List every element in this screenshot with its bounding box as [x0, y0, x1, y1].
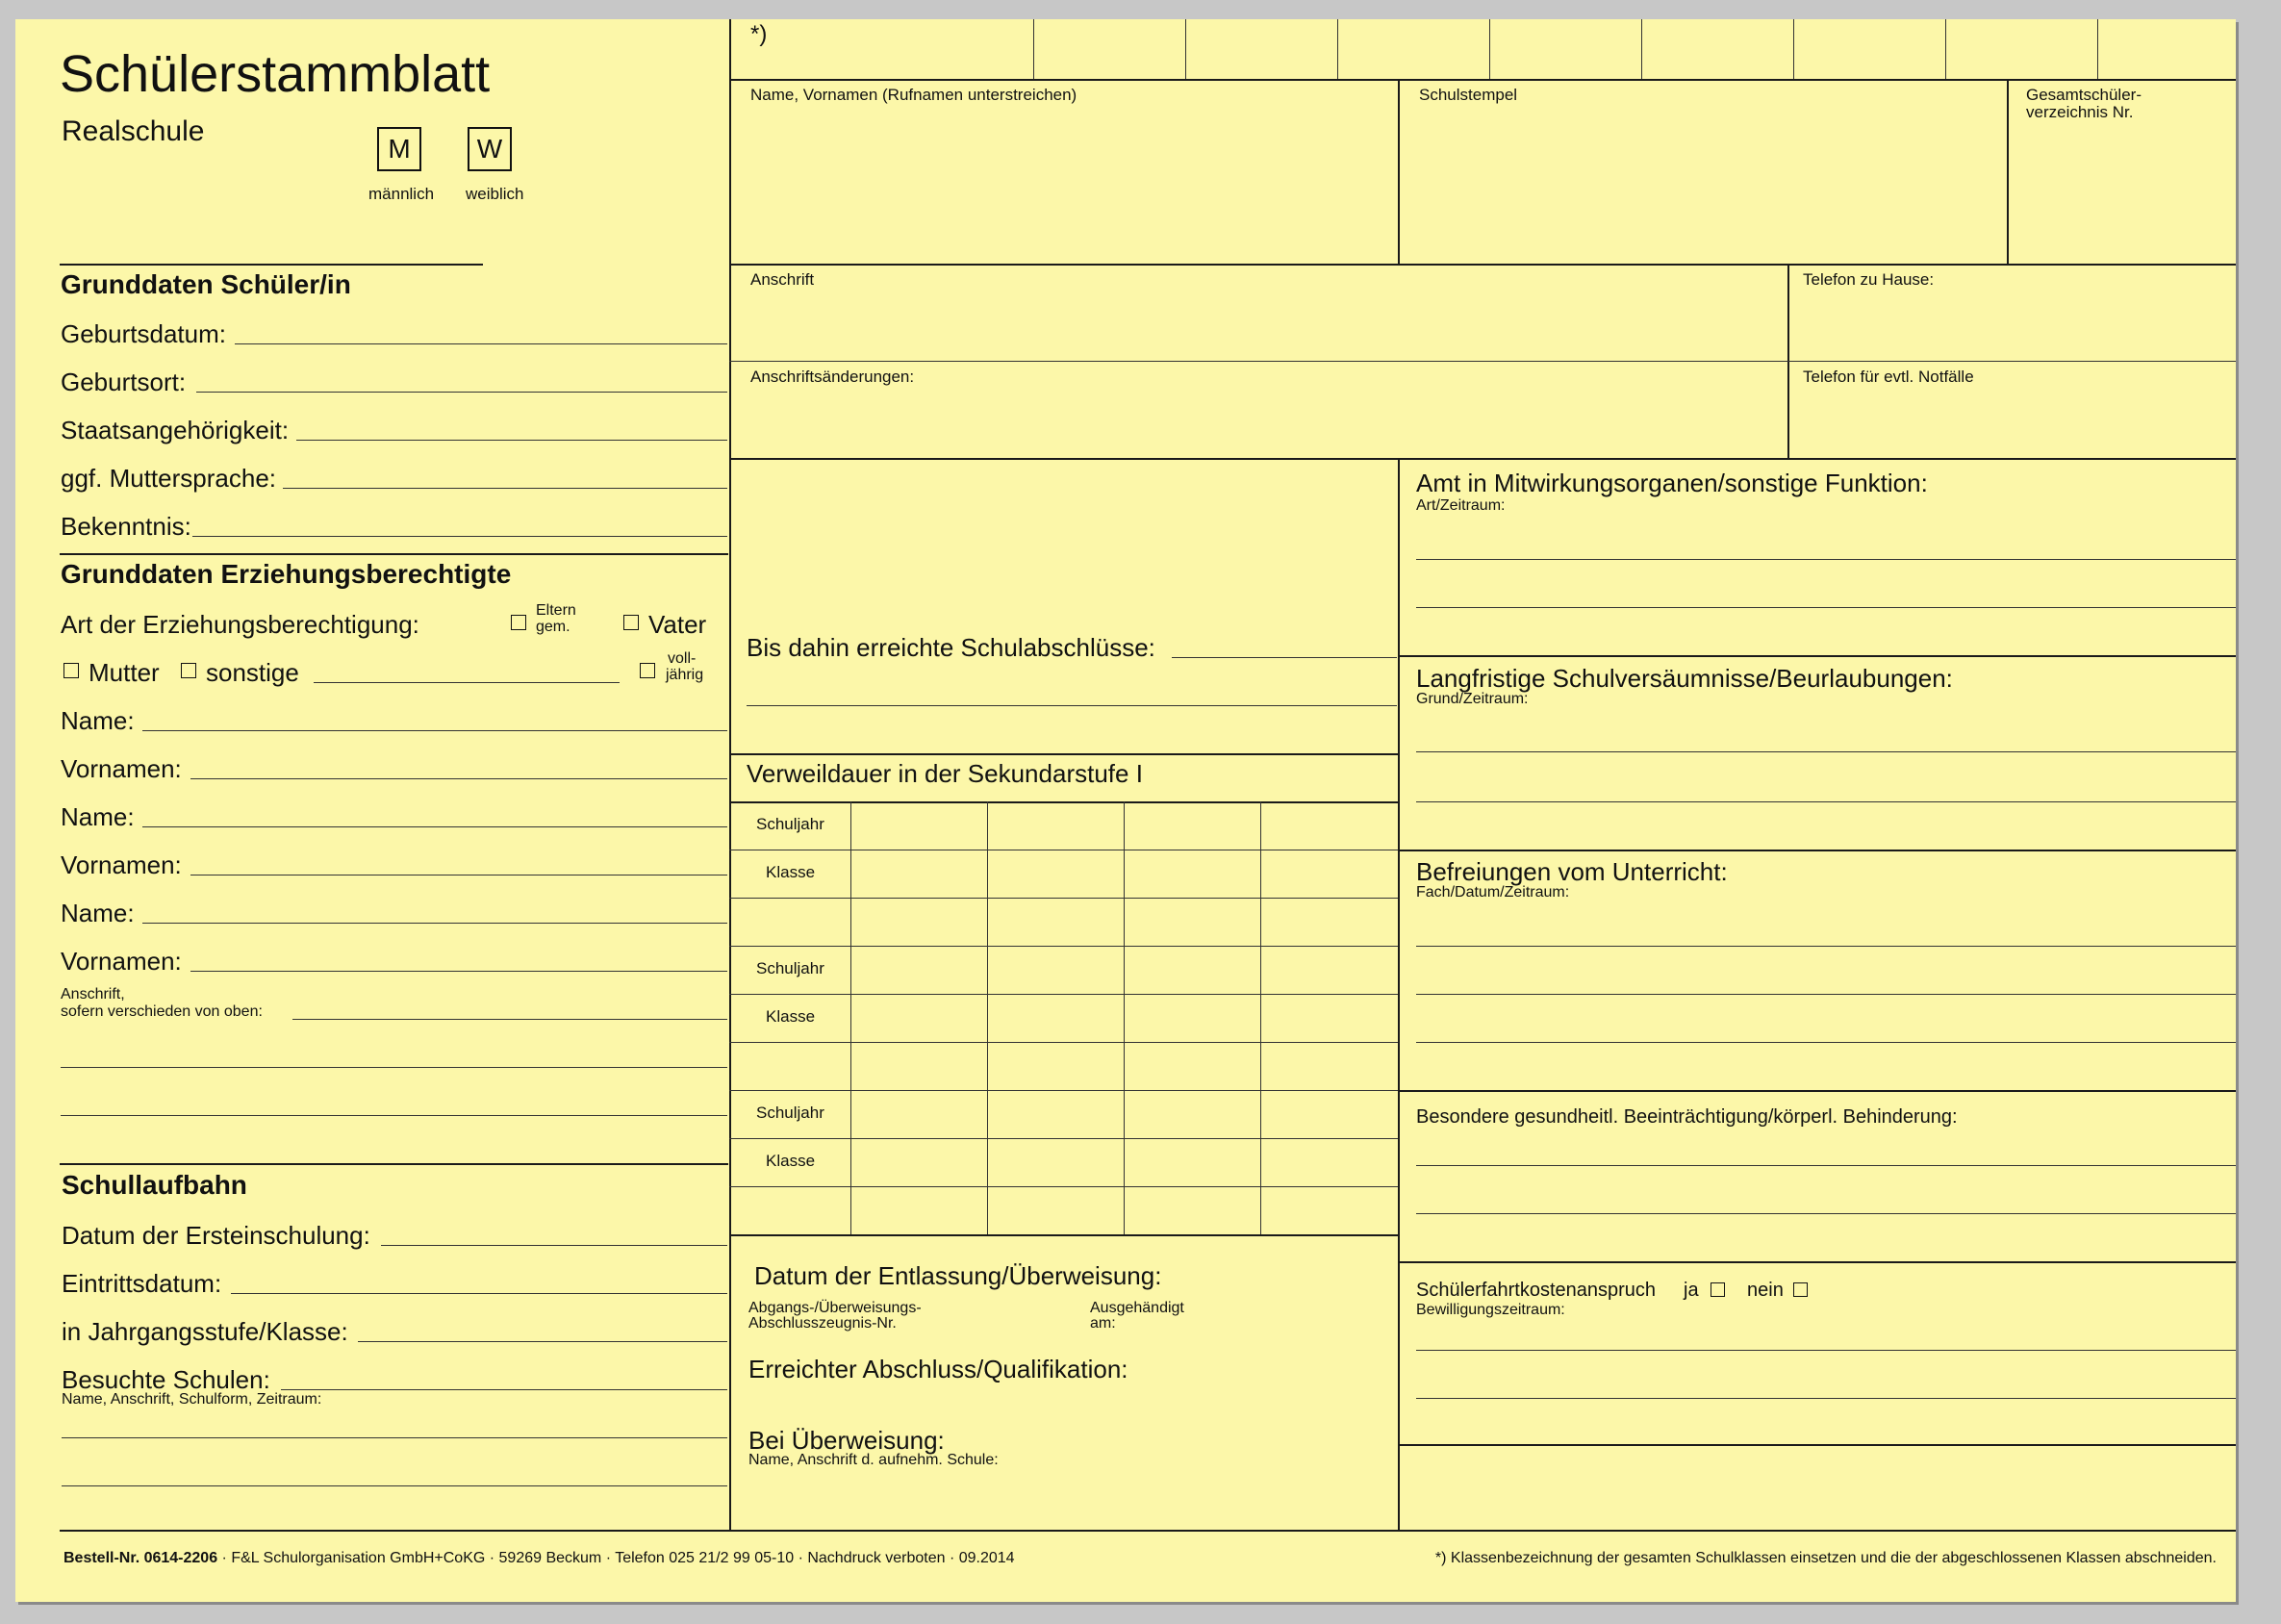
- class-label-1: Klasse: [766, 863, 816, 881]
- grid-line: [729, 1090, 1398, 1091]
- schools-label: Besuchte Schulen:: [62, 1365, 270, 1394]
- divider: [729, 79, 2236, 81]
- guardian-first-2-label: Vornamen:: [61, 850, 182, 879]
- guardian-first-1-label: Vornamen:: [61, 754, 182, 783]
- adult-label-1: voll-: [668, 650, 697, 667]
- parents-label-2: gem.: [536, 619, 570, 635]
- father-label: Vater: [648, 610, 707, 639]
- transfer-sublabel: Name, Anschrift d. aufnehm. Schule:: [748, 1452, 999, 1468]
- guardian-first-3-field[interactable]: [190, 971, 727, 972]
- school-stamp-label: Schulstempel: [1419, 86, 1518, 104]
- divider: [1398, 79, 1400, 265]
- address-label: Anschrift: [750, 270, 815, 289]
- exemption-sublabel: Fach/Datum/Zeitraum:: [1416, 884, 1570, 901]
- class-cell[interactable]: [2097, 19, 2098, 79]
- divider: [729, 264, 2236, 266]
- guardian-name-3-field[interactable]: [142, 923, 727, 924]
- career-heading: Schullaufbahn: [62, 1170, 247, 1200]
- column-divider: [729, 19, 731, 1530]
- nationality-label: Staatsangehörigkeit:: [61, 416, 290, 444]
- guardian-type-label: Art der Erziehungsberechtigung:: [61, 610, 419, 639]
- guardian-first-3-label: Vornamen:: [61, 947, 182, 976]
- exemption-line-2[interactable]: [1416, 994, 2236, 995]
- absence-label: Langfristige Schulversäumnisse/Beurlaubungen:: [1416, 664, 1953, 693]
- class-cell[interactable]: [1033, 19, 1034, 79]
- divider: [729, 1234, 1398, 1236]
- class-cell[interactable]: [1185, 19, 1186, 79]
- grid-line: [1260, 801, 1261, 1234]
- divider: [1398, 1090, 2236, 1092]
- adult-label-2: jährig: [666, 667, 704, 683]
- mother-tongue-label: ggf. Muttersprache:: [61, 464, 276, 493]
- guardian-name-3-label: Name:: [61, 899, 135, 927]
- footer-divider: [60, 1530, 2236, 1532]
- office-sublabel: Art/Zeitraum:: [1416, 497, 1506, 514]
- student-basic-heading: Grunddaten Schüler/in: [61, 269, 351, 299]
- schools-sublabel: Name, Anschrift, Schulform, Zeitraum:: [62, 1391, 322, 1408]
- phone-emergency-label: Telefon für evtl. Notfälle: [1803, 368, 1974, 386]
- parents-checkbox[interactable]: [511, 615, 526, 630]
- transport-yes-label: ja: [1684, 1280, 1699, 1301]
- handed-out-label-2: am:: [1090, 1315, 1116, 1332]
- divider: [729, 753, 1398, 755]
- female-box[interactable]: W: [468, 127, 512, 171]
- divider: [60, 1163, 728, 1165]
- health-line-1[interactable]: [1416, 1165, 2236, 1166]
- degrees-line-2[interactable]: [747, 705, 1397, 706]
- guardian-address-line-3[interactable]: [61, 1115, 727, 1116]
- degrees-field[interactable]: [1172, 657, 1397, 658]
- female-label: weiblich: [466, 185, 524, 203]
- grid-line: [1124, 801, 1125, 1234]
- office-label: Amt in Mitwirkungsorganen/sonstige Funktion:: [1416, 469, 1928, 497]
- absence-line-2[interactable]: [1416, 801, 2236, 802]
- phone-home-label: Telefon zu Hause:: [1803, 270, 1935, 289]
- father-checkbox[interactable]: [623, 615, 639, 630]
- religion-field[interactable]: [192, 536, 727, 537]
- footer-imprint: [63, 1551, 1015, 1566]
- other-label: sonstige: [206, 658, 299, 687]
- male-box[interactable]: M: [377, 127, 421, 171]
- adult-checkbox[interactable]: [640, 663, 655, 678]
- divider: [729, 361, 2236, 362]
- register-no-label: Gesamtschüler- verzeichnis Nr.: [2026, 86, 2142, 121]
- publisher-info: · F&L Schulorganisation GmbH+CoKG · 59269 Beckum · Telefon 025 21/2 99 05-10 · Nachdruck verboten · 09.2014: [217, 1550, 1015, 1566]
- exemption-label: Befreiungen vom Unterricht:: [1416, 857, 1728, 886]
- name-field-label: Name, Vornamen (Rufnamen unterstreichen): [750, 86, 1077, 104]
- address-changes-label: Anschriftsänderungen:: [750, 368, 915, 386]
- degrees-label: Bis dahin erreichte Schulabschlüsse:: [747, 633, 1155, 662]
- health-label: Besondere gesundheitl. Beeinträchtigung/körperl. Behinderung:: [1416, 1106, 1958, 1128]
- grid-line: [729, 1138, 1398, 1139]
- first-enrollment-label: Datum der Ersteinschulung:: [62, 1221, 370, 1250]
- class-cell[interactable]: [1945, 19, 1946, 79]
- guardian-name-2-field[interactable]: [142, 826, 727, 827]
- schools-line-2[interactable]: [62, 1437, 727, 1438]
- stay-heading: Verweildauer in der Sekundarstufe I: [747, 759, 1143, 788]
- guardian-address-label-2: sofern verschieden von oben:: [61, 1003, 263, 1020]
- schools-field[interactable]: [281, 1389, 727, 1390]
- office-line-1[interactable]: [1416, 559, 2236, 560]
- transport-yes-checkbox[interactable]: [1711, 1282, 1725, 1297]
- guardian-heading: Grunddaten Erziehungsberechtigte: [61, 559, 512, 589]
- approval-label: Bewilligungszeitraum:: [1416, 1302, 1565, 1318]
- transport-no-label: nein: [1747, 1280, 1784, 1301]
- guardian-address-line-2[interactable]: [61, 1067, 727, 1068]
- other-field[interactable]: [314, 682, 620, 683]
- divider: [60, 264, 483, 266]
- birth-place-label: Geburtsort:: [61, 368, 187, 396]
- other-checkbox[interactable]: [181, 663, 196, 678]
- class-cell[interactable]: [1337, 19, 1338, 79]
- handed-out-label-1: Ausgehändigt: [1090, 1300, 1184, 1316]
- religion-label: Bekenntnis:: [61, 512, 191, 541]
- male-label: männlich: [368, 185, 435, 203]
- divider: [729, 458, 2236, 460]
- guardian-address-label-1: Anschrift,: [61, 986, 125, 1002]
- divider: [1398, 655, 2236, 657]
- transfer-label: Bei Überweisung:: [748, 1426, 945, 1455]
- birth-date-label: Geburtsdatum:: [61, 319, 226, 348]
- sheet-subtitle: Realschule: [62, 115, 205, 147]
- entry-date-label: Eintrittsdatum:: [62, 1269, 222, 1298]
- class-label-3: Klasse: [766, 1152, 816, 1170]
- exemption-line-1[interactable]: [1416, 946, 2236, 947]
- divider: [1398, 1261, 2236, 1263]
- student-record-sheet: [15, 19, 2236, 1602]
- first-enrollment-field[interactable]: [381, 1245, 727, 1246]
- grid-line: [729, 1186, 1398, 1187]
- schools-line-3[interactable]: [62, 1485, 727, 1486]
- birth-place-field[interactable]: [196, 392, 727, 393]
- guardian-address-field[interactable]: [292, 1019, 727, 1020]
- schoolyear-label-1: Schuljahr: [756, 815, 824, 833]
- schoolyear-label-2: Schuljahr: [756, 959, 824, 977]
- divider: [2007, 79, 2009, 265]
- schoolyear-label-3: Schuljahr: [756, 1104, 824, 1122]
- order-number: Bestell-Nr. 0614-2206: [63, 1550, 218, 1566]
- grid-line: [729, 994, 1398, 995]
- approval-line-1[interactable]: [1416, 1350, 2236, 1351]
- transport-label: Schülerfahrtkostenanspruch: [1416, 1280, 1657, 1301]
- column-divider: [1398, 458, 1400, 1530]
- grid-line: [987, 801, 988, 1234]
- divider: [1398, 850, 2236, 851]
- transport-no-checkbox[interactable]: [1793, 1282, 1808, 1297]
- mother-tongue-field[interactable]: [283, 488, 727, 489]
- guardian-first-1-field[interactable]: [190, 778, 727, 779]
- absence-line-1[interactable]: [1416, 751, 2236, 752]
- asterisk-header: *): [750, 21, 768, 47]
- grid-line: [729, 1042, 1398, 1043]
- nationality-field[interactable]: [296, 440, 727, 441]
- birth-date-field[interactable]: [235, 343, 727, 344]
- class-label-2: Klasse: [766, 1007, 816, 1026]
- office-line-2[interactable]: [1416, 607, 2236, 608]
- grade-label: in Jahrgangsstufe/Klasse:: [62, 1317, 348, 1346]
- grid-line: [729, 898, 1398, 899]
- class-cell[interactable]: [1793, 19, 1794, 79]
- footer-note: *) Klassenbezeichnung der gesamten Schulklassen einsetzen und die der abgeschlossenen Klassen abschneiden.: [1434, 1550, 2217, 1566]
- divider: [1398, 1444, 2236, 1446]
- health-line-2[interactable]: [1416, 1213, 2236, 1214]
- grade-field[interactable]: [358, 1341, 727, 1342]
- grid-line: [729, 946, 1398, 947]
- exemption-line-3[interactable]: [1416, 1042, 2236, 1043]
- certificate-label-2: Abschlusszeugnis-Nr.: [748, 1315, 897, 1332]
- guardian-name-1-field[interactable]: [142, 730, 727, 731]
- mother-checkbox[interactable]: [63, 663, 79, 678]
- mother-label: Mutter: [89, 658, 160, 687]
- parents-label-1: Eltern: [536, 602, 576, 619]
- guardian-name-1-label: Name:: [61, 706, 135, 735]
- divider: [60, 553, 728, 555]
- guardian-name-2-label: Name:: [61, 802, 135, 831]
- qualification-label: Erreichter Abschluss/Qualifikation:: [748, 1355, 1128, 1383]
- entry-date-field[interactable]: [231, 1293, 727, 1294]
- divider: [729, 801, 1398, 803]
- absence-sublabel: Grund/Zeitraum:: [1416, 691, 1529, 707]
- grid-line: [850, 801, 851, 1234]
- approval-line-2[interactable]: [1416, 1398, 2236, 1399]
- sheet-title: Schülerstammblatt: [60, 45, 491, 103]
- certificate-label-1: Abgangs-/Überweisungs-: [748, 1300, 922, 1316]
- class-cell[interactable]: [1489, 19, 1490, 79]
- discharge-label: Datum der Entlassung/Überweisung:: [754, 1261, 1162, 1290]
- class-cell[interactable]: [1641, 19, 1642, 79]
